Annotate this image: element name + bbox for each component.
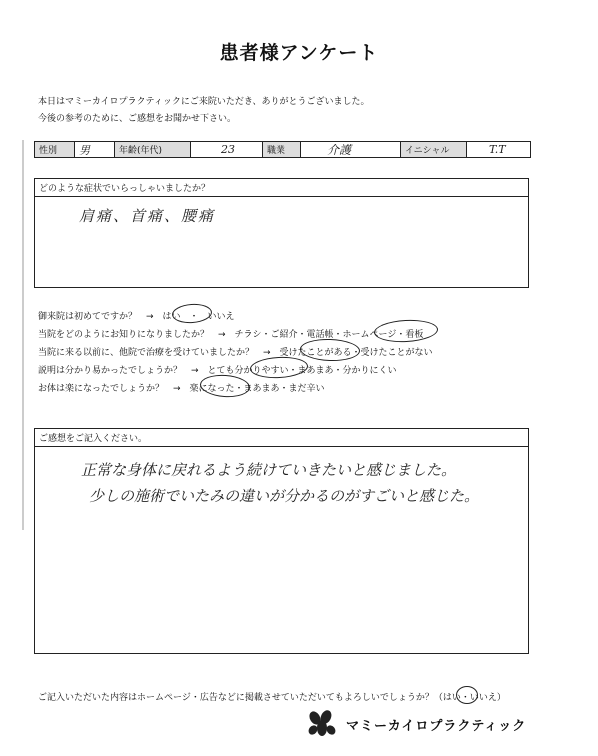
answer-circle-better (199, 373, 250, 398)
question-relief: お体は楽になったでしょうか？ → 楽になった・まあまあ・まだ辛い (38, 384, 325, 394)
symptoms-answer: 肩痛、首痛、腰痛 (79, 207, 216, 225)
publication-consent: ご記入いただいた内容はホームページ・広告などに掲載させていただいてもよろしいでしょうか？（はい・いいえ） (38, 693, 506, 703)
impression-line-1: 正常な身体に戻れるよう続けていきたいと感じました。 (81, 461, 457, 479)
impression-line-2: 少しの施術でいたみの違いが分かるのがすごいと感じた。 (89, 487, 480, 505)
page-title: 患者様アンケート (219, 42, 379, 64)
answer-circle-homepage (373, 318, 438, 343)
leaf-cluster-icon (306, 710, 338, 738)
initial-label: イニシャル (401, 142, 467, 157)
age-value: 23 (191, 142, 263, 157)
question-explanation: 説明は分かり易かったでしょうか？ → とても分かりやすい・まあまあ・分かりにくい (38, 366, 397, 376)
scan-artifact-line (22, 140, 24, 530)
question-how-known: 当院をどのようにお知りになりましたか？ → チラシ・ご紹介・電話帳・ホームページ・看板 (38, 330, 424, 340)
consent-circle-yes (456, 686, 478, 704)
impression-heading: ご感想をご記入ください。 (35, 429, 528, 447)
patient-info-row (34, 141, 531, 158)
question-previous-treatment: 当院に来る以前に、他院で治療を受けていましたか？ → 受けたことがある・受けたことがない (38, 348, 433, 358)
job-label: 職業 (263, 142, 301, 157)
question-first-visit: 御来院は初めてですか？ → はい ・ いいえ (38, 312, 235, 322)
job-value: 介護 (301, 142, 401, 157)
symptoms-box (34, 178, 529, 288)
impression-box (34, 428, 529, 654)
answer-circle-received (300, 338, 361, 362)
gender-label: 性別 (35, 142, 75, 157)
intro-line-2: 今後の参考のために、ご感想をお聞かせ下さい。 (38, 114, 237, 124)
gender-value: 男 (75, 142, 115, 157)
logo-text: マミーカイロプラクティック (346, 719, 527, 734)
initial-value: T.T (489, 143, 506, 156)
age-label: 年齢(年代) (115, 142, 191, 157)
intro-line-1: 本日はマミーカイロプラクティックにご来院いただき、ありがとうございました。 (38, 97, 370, 107)
symptoms-question: どのような症状でいらっしゃいましたか？ (35, 179, 528, 197)
